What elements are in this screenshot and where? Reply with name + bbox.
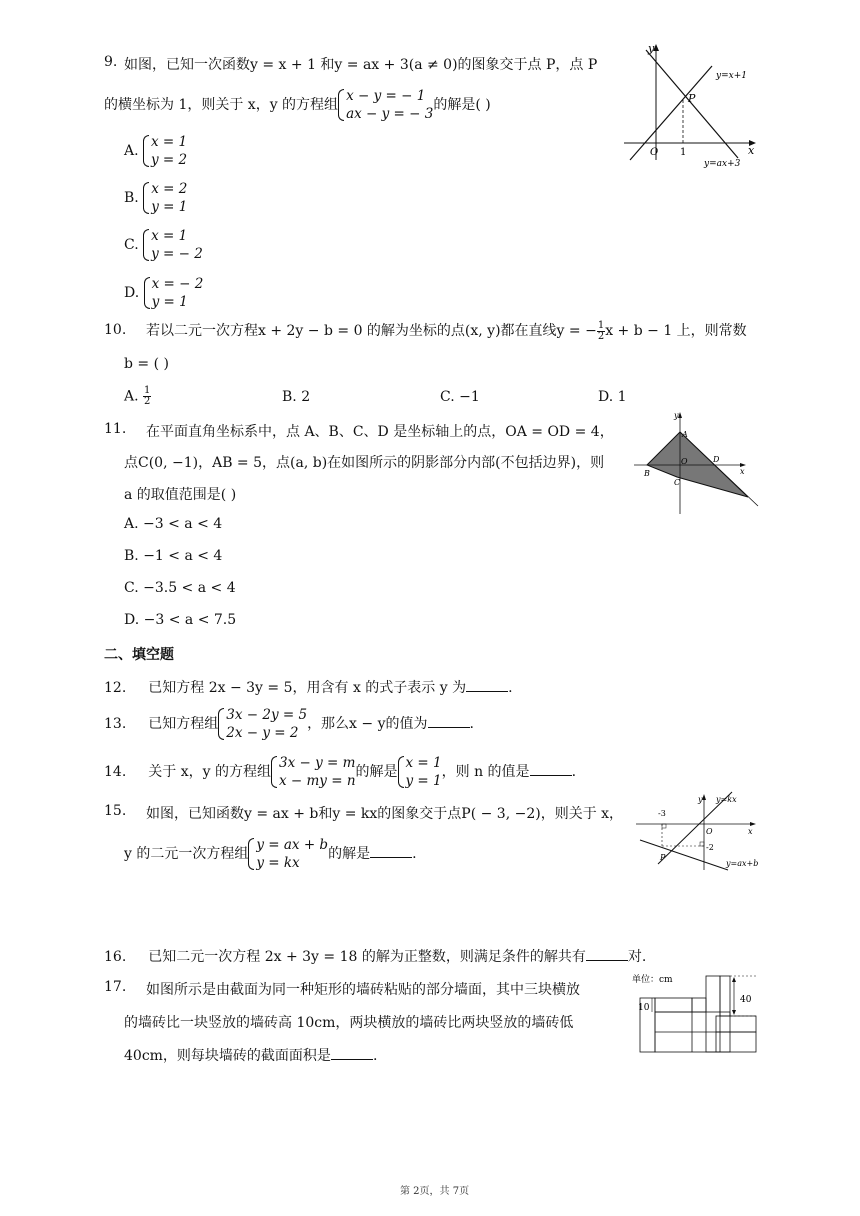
q17-line3: 40cm，则每块墙砖的截面面积是 . (124, 1048, 378, 1064)
q11-x-label: x (740, 467, 745, 476)
q15-tick-m3: -3 (658, 809, 666, 818)
q9-label-line2: y=ax+3 (704, 159, 741, 169)
q15-number: 15. (104, 803, 127, 819)
q11-option-a: A. −3 < a < 4 (124, 516, 223, 532)
q14: 14. 关于 x，y 的方程组 3x − y = m x − my = n 的解是 x = 1 y = 1 ，则 n 的值是 . (104, 755, 577, 789)
q11-line1: 在平面直角坐标系中，点 A、B、C、D 是坐标轴上的点，OA = OD = 4， (146, 424, 614, 440)
q10-option-b: B. 2 (282, 389, 311, 405)
q11-line3: a 的取值范围是( ) (124, 487, 237, 503)
q11-point-b: B (644, 469, 650, 478)
q16: 16. 已知二元一次方程 2x + 3y = 18 的解为正整数，则满足条件的解共有 对. (104, 949, 647, 965)
q11-point-d: D (713, 455, 720, 464)
q9-system: x − y = − 1 ax − y = − 3 (338, 87, 433, 123)
q11-origin: O (681, 457, 688, 466)
section-heading: 二、填空题 (104, 647, 174, 663)
q11-option-d: D. −3 < a < 7.5 (124, 612, 237, 628)
q17-line1: 如图所示是由截面为同一种矩形的墙砖粘贴的部分墙面，其中三块横放 (146, 982, 580, 998)
q15-point-p: P (660, 853, 666, 862)
q11-point-a: A (682, 430, 688, 439)
q13-blank (428, 715, 470, 728)
q15-blank (370, 845, 412, 858)
q14-blank (530, 763, 572, 776)
q12-blank (466, 679, 508, 692)
q11-y-label: y (674, 411, 679, 420)
q9-option-c: C. x = 1 y = − 2 (124, 228, 203, 262)
q15-origin: O (706, 827, 713, 836)
q17-blank (331, 1047, 373, 1060)
q9-graph (620, 40, 760, 170)
q11-point-c: C (674, 478, 681, 487)
q15-line-axb (640, 840, 728, 870)
q15-label-kx: y=kx (716, 795, 737, 804)
q9-label-line1: y=x+1 (716, 71, 747, 81)
q15-line1: 如图，已知函数y = ax + b和y = kx的图象交于点P( − 3, −2)，则关于 x， (146, 806, 624, 822)
q10-fraction: $\frac{1}{2}$ (597, 319, 605, 342)
q17-unit: 单位：cm (632, 975, 673, 985)
q10-option-a: A. $\frac{1}{2}$ (124, 385, 151, 407)
q11-shaded-region (647, 432, 748, 497)
q15-x-label: x (748, 827, 753, 836)
q11-graph (630, 408, 770, 520)
q9-tick-1: 1 (680, 147, 687, 158)
q10-number: 10. (104, 322, 127, 338)
q17-bricks (640, 976, 756, 1052)
q15-y-label: y (698, 795, 703, 804)
q17-label-40: 40 (740, 995, 752, 1005)
q9-option-a: A. x = 1 y = 2 (124, 134, 188, 168)
q10-option-d: D. 1 (598, 389, 627, 405)
q15-tick-m2: -2 (706, 843, 714, 852)
q9-line2 (104, 87, 491, 123)
q17-number: 17. (104, 979, 127, 995)
q11-line2: 点C(0, −1)，AB = 5，点(a, b)在如图所示的阴影部分内部(不包括边界)，则 (124, 455, 605, 471)
q9-line2-post: 的解是( ) (433, 97, 491, 113)
q11-option-b: B. −1 < a < 4 (124, 548, 223, 564)
q10-option-c: C. −1 (440, 389, 480, 405)
q9-origin-label: O (650, 147, 659, 158)
q9-y-label: y (648, 42, 655, 55)
q9-option-d: D. x = − 2 y = 1 (124, 276, 204, 310)
q17-line2: 的墙砖比一块竖放的墙砖高 10cm，两块横放的墙砖比两块竖放的墙砖低 (124, 1015, 574, 1031)
q11-number: 11. (104, 421, 127, 437)
q9-x-label: x (748, 144, 755, 157)
q15-line2: y 的二元一次方程组 y = ax + b y = kx 的解是 . (124, 837, 417, 871)
q16-blank (586, 948, 628, 961)
page-footer: 第 2页，共 7页 (400, 1186, 470, 1197)
q10-line1: 若以二元一次方程x + 2y − b = 0 的解为坐标的点(x, y)都在直线y = − $\frac{1}{2}$ x + b − 1 上，则常数 (146, 319, 747, 342)
q9-line2-pre: 的横坐标为 1，则关于 x，y 的方程组 (104, 97, 339, 113)
q9-line1: 如图，已知一次函数y = x + 1 和y = ax + 3(a ≠ 0)的图象交于点 P，点 P (124, 57, 598, 73)
q9-point-p: P (688, 92, 696, 105)
q13: 13. 已知方程组 3x − 2y = 5 2x − y = 2 ，那么x − y的值为 . (104, 707, 474, 741)
q9-number: 9. (104, 54, 118, 70)
q11-option-c: C. −3.5 < a < 4 (124, 580, 236, 596)
q12: 12. 已知方程 2x − 3y = 5，用含有 x 的式子表示 y 为 . (104, 680, 513, 696)
q17-label-10: 10 (638, 1003, 650, 1013)
q17-wall-diagram (630, 968, 760, 1058)
q10-line2: b = ( ) (124, 356, 169, 372)
q15-label-axb: y=ax+b (726, 859, 759, 868)
q9-option-b: B. x = 2 y = 1 (124, 181, 188, 215)
q15-graph (632, 790, 760, 874)
